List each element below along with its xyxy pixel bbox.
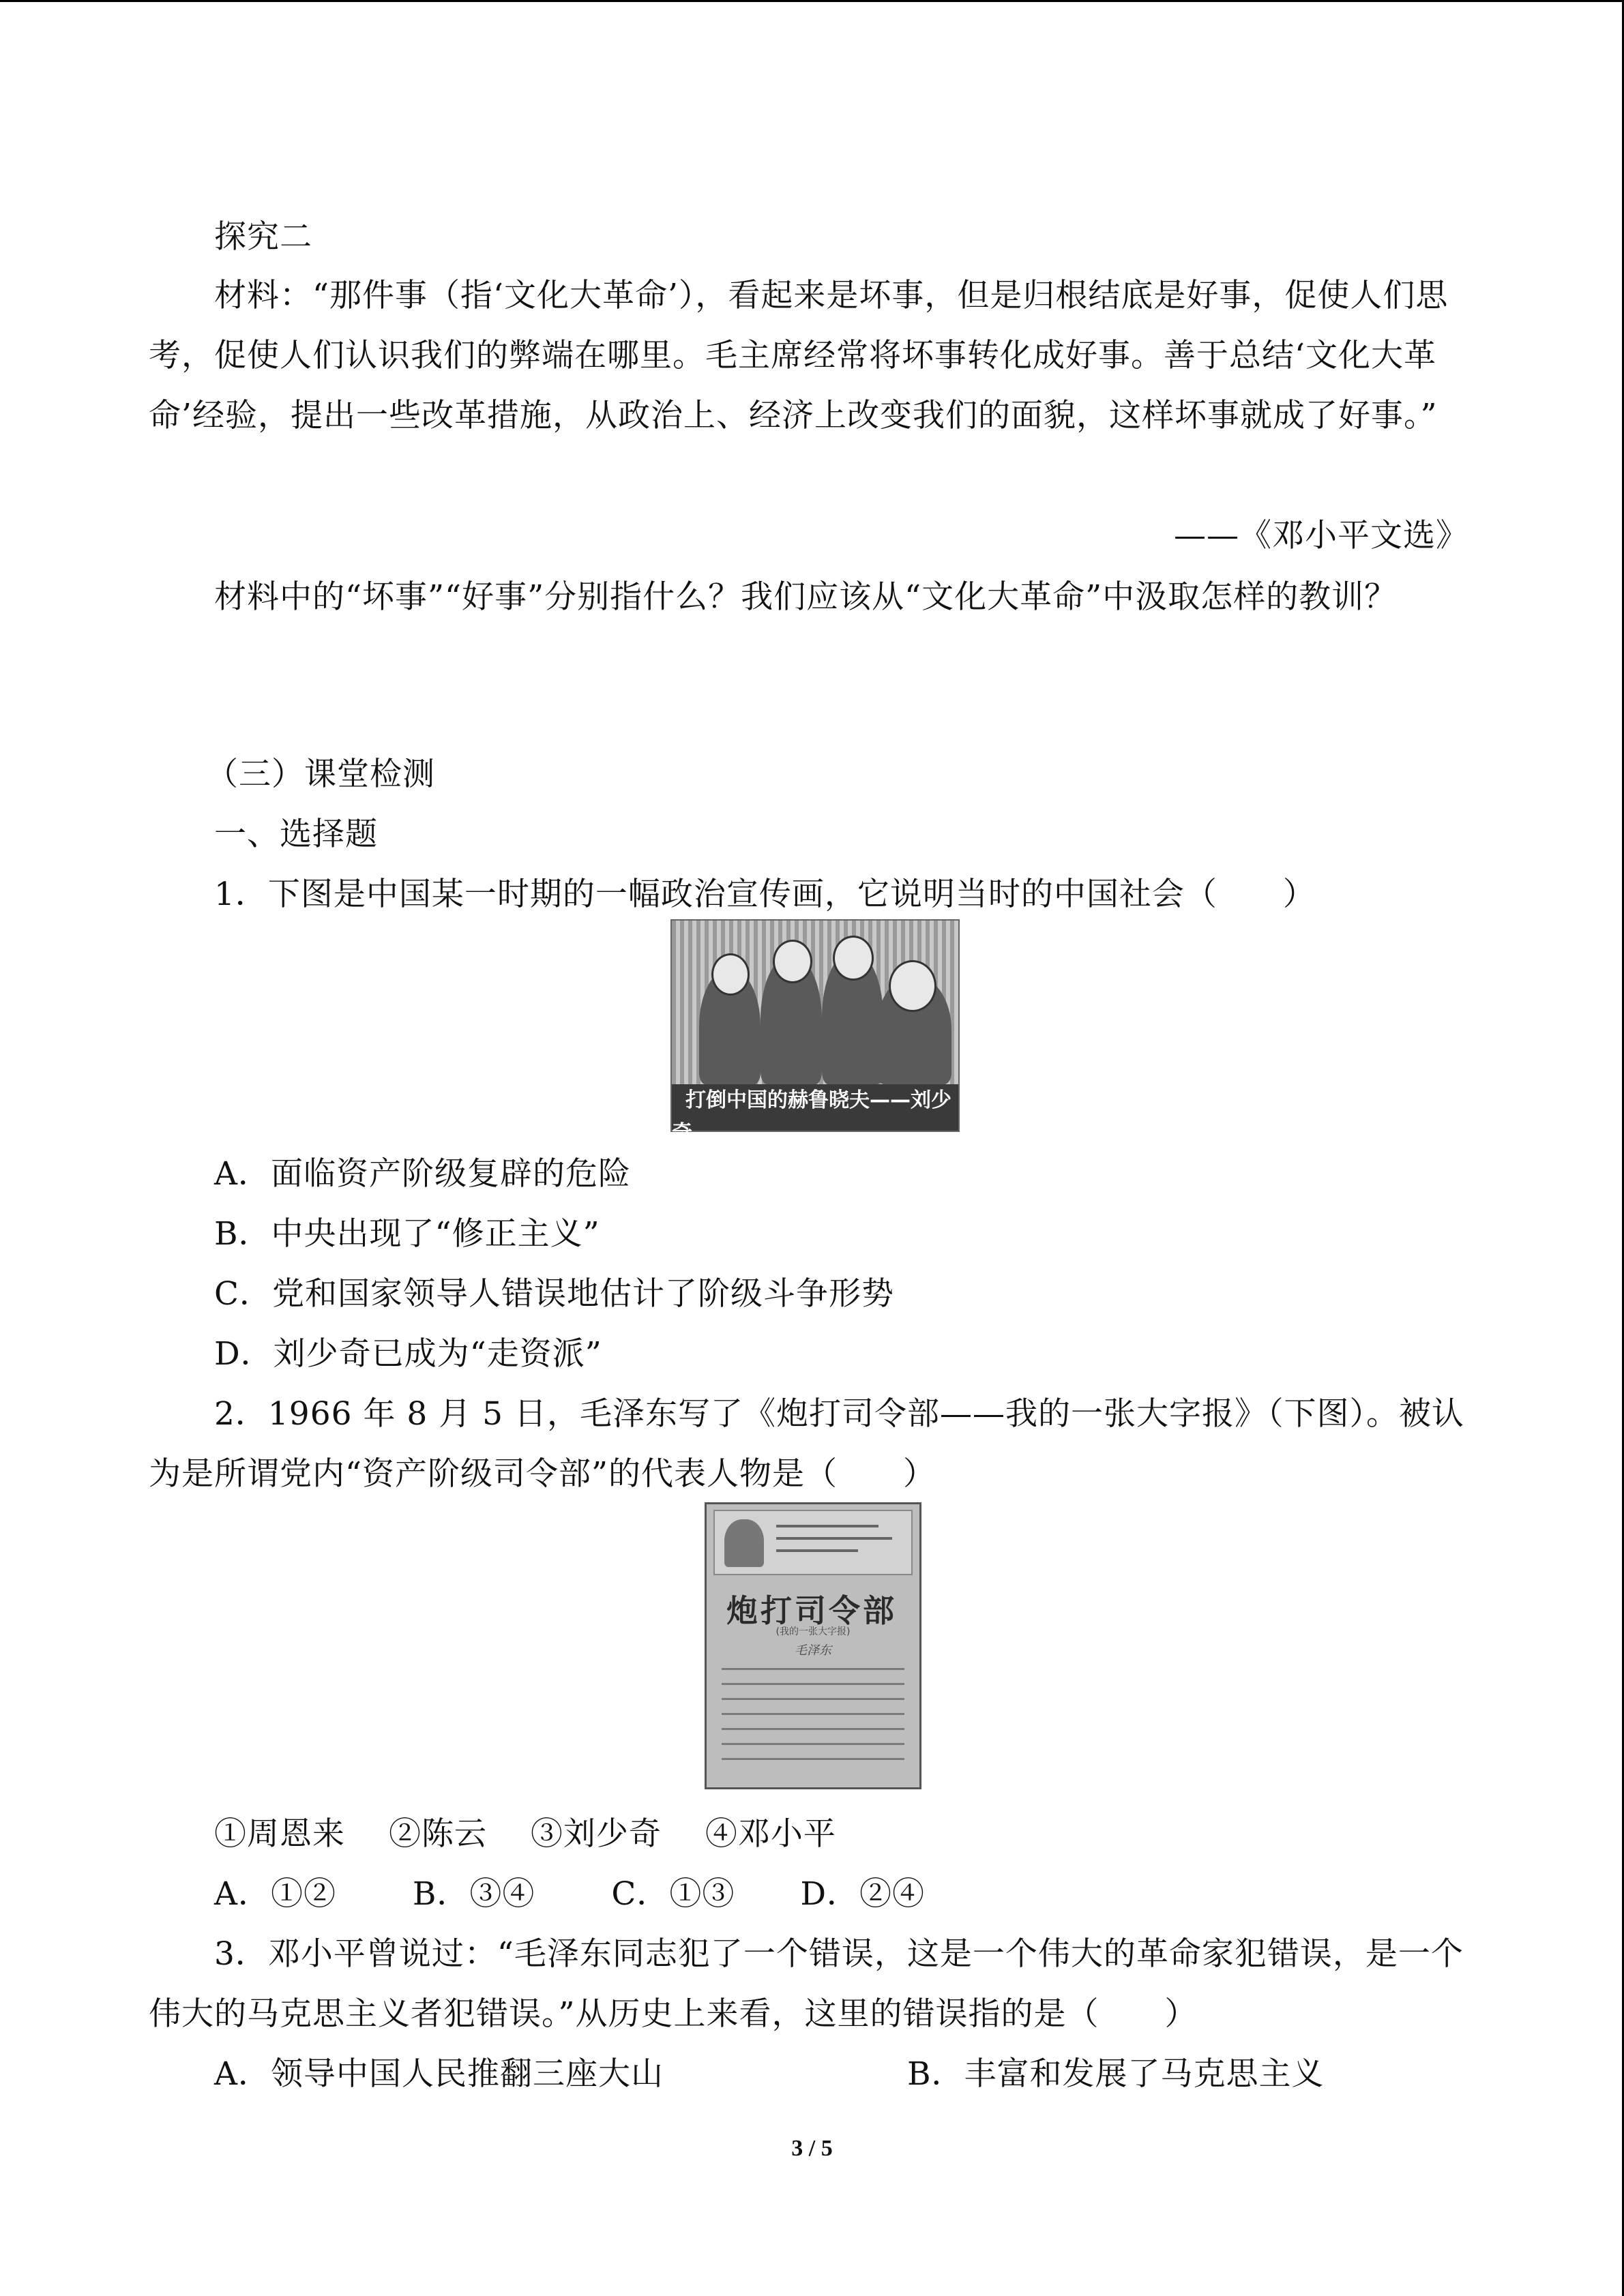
page-number: 3 / 5 <box>791 2136 833 2161</box>
poster-text-line <box>722 1698 904 1700</box>
classroom-test-heading: （三）课堂检测 <box>206 756 435 793</box>
q3-option-a: A．领导中国人民推翻三座大山 <box>214 2055 664 2093</box>
poster-face <box>833 936 874 981</box>
poster-subtitle: (我的一张大字报) <box>776 1626 851 1637</box>
material-source: ——《邓小平文选》 <box>1174 517 1468 554</box>
inquiry-heading: 探究二 <box>214 218 312 256</box>
q1-stem: 1．下图是中国某一时期的一幅政治宣传画，它说明当时的中国社会（ ） <box>214 876 1316 913</box>
q3-option-b: B．丰富和发展了马克思主义 <box>907 2055 1325 2093</box>
poster-face <box>773 940 812 983</box>
poster-header-panel <box>713 1510 913 1575</box>
poster-text-line <box>722 1728 904 1730</box>
multiple-choice-heading: 一、选择题 <box>214 816 378 853</box>
q1-option-a: A．面临资产阶级复辟的危险 <box>214 1155 631 1193</box>
header-text-line <box>776 1549 858 1552</box>
q1-option-c: C．党和国家领导人错误地估计了阶级斗争形势 <box>214 1275 894 1313</box>
poster-text-line <box>722 1713 904 1715</box>
q1-option-b: B．中央出现了“修正主义” <box>214 1215 600 1253</box>
poster-text-line <box>722 1743 904 1745</box>
big-character-poster-image <box>705 1502 921 1789</box>
poster-signature: 毛泽东 <box>795 1643 831 1658</box>
q1-option-d: D．刘少奇已成为“走资派” <box>214 1335 602 1373</box>
inquiry-question: 材料中的“坏事”“好事”分别指什么？我们应该从“文化大革命”中汲取怎样的教训？ <box>214 578 1398 616</box>
q3-stem: 3．邓小平曾说过：“毛泽东同志犯了一个错误，这是一个伟大的革命家犯错误，是一个伟大的马克思主义者犯错误。”从历史上来看，这里的错误指的是（ ） <box>149 1935 1464 2033</box>
poster-banner-text: 打倒中国的赫鲁晓夫——刘少奇 <box>672 1088 951 1146</box>
q2-items: ①周恩来 ②陈云 ③刘少奇 ④邓小平 <box>214 1815 836 1853</box>
q2-stem: 2．1966 年 8 月 5 日，毛泽东写了《炮打司令部——我的一张大字报》（下图）。被认为是所谓党内“资产阶级司令部”的代表人物是（ ） <box>149 1395 1465 1493</box>
poster-face <box>889 960 936 1012</box>
poster-title: 炮打司令部 <box>726 1592 897 1629</box>
header-text-line <box>776 1537 892 1540</box>
q2-options: A．①② B．③④ C．①③ D．②④ <box>214 1875 926 1913</box>
poster-text-line <box>722 1668 904 1670</box>
poster-text-line <box>722 1683 904 1685</box>
poster-text-line <box>722 1758 904 1760</box>
header-text-line <box>776 1525 879 1527</box>
poster-face <box>711 953 750 996</box>
portrait-image <box>724 1519 764 1567</box>
inquiry-material: 材料：“那件事（指‘文化大革命’），看起来是坏事，但是归根结底是好事，促使人们思考，促使人们认识我们的弊端在哪里。毛主席经常将坏事转化成好事。善于总结‘文化大革命’经验，提出一些改革措施，从政治上、经济上改变我们的面貌，这样坏事就成了好事。” <box>149 277 1449 434</box>
propaganda-poster-image <box>670 919 960 1146</box>
poster-banner <box>672 1084 958 1146</box>
